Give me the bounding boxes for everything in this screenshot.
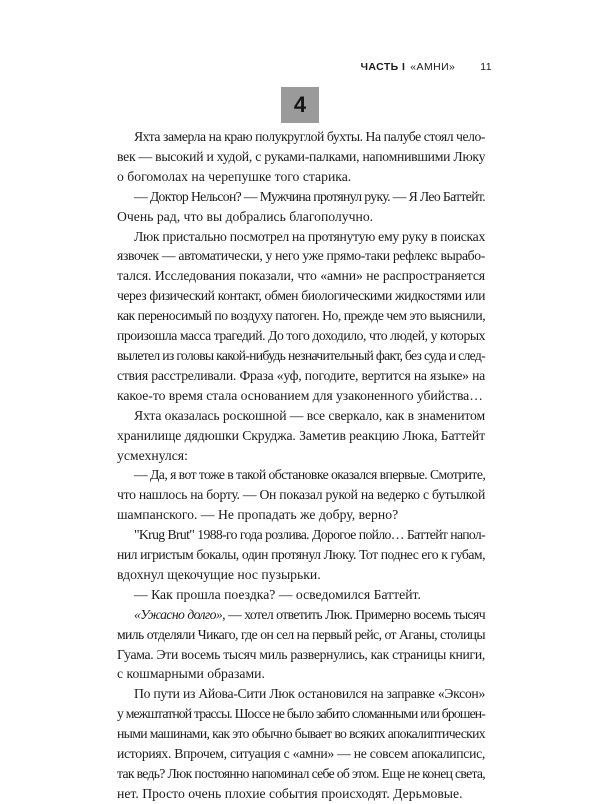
text-line: какое-то время стала основанием для узаконенного убийства… xyxy=(117,387,483,403)
text-line: нил игристым бокалы, один протянул Люку. Тот поднес его к губам, xyxy=(117,547,485,563)
body-text xyxy=(117,127,485,804)
text-line: "Krug Brut" 1988-го года розлива. Дорогое пойло… Баттейт напол- xyxy=(134,527,485,543)
chapter-number-box xyxy=(281,87,319,123)
text-line: произошла масса трагедий. До того доходило, что людей, у которых xyxy=(117,328,485,344)
text-line: так ведь? Люк постоянно напоминал себе об этом. Еще не конец света, xyxy=(117,766,485,781)
text-line: — Да, я вот тоже в такой обстановке оказался впервые. Смотрите, xyxy=(134,467,486,483)
text-line: как переносимый по воздуху патоген. Но, прежде чем это выяснили, xyxy=(117,308,486,324)
text-line: Люк пристально посмотрел на протянутую ему руку в поисках xyxy=(134,228,485,244)
text-line: «Ужасно долго», — хотел ответить Люк. Примерно восемь тысяч xyxy=(134,606,485,622)
text-line: о богомолах на черепушке того старика. xyxy=(117,168,352,184)
text-line: По пути из Айова-Сити Люк остановился на заправке «Эксон» xyxy=(134,686,485,702)
text-line: нет. Просто очень плохие события происходят. Дерьмовые. xyxy=(117,785,463,801)
text-line: что нашлось на борту. — Он показал рукой на ведерко с бутылкой xyxy=(117,487,485,503)
text-line: ными машинами, как это обычно бывает во всяких апокалиптических xyxy=(117,726,485,742)
running-head-title: «АМНИ» xyxy=(410,61,456,73)
text-line: век — высокий и худой, с руками-палками, напомнившими Люку xyxy=(117,148,486,164)
text-line: шампанского. — Не пропадать же добру, верно? xyxy=(117,507,399,523)
running-head-part: ЧАСТЬ I xyxy=(360,61,406,73)
text-line: — Доктор Нельсон? — Мужчина протянул руку. — Я Лео Баттейт. xyxy=(134,188,485,204)
text-line: у межштатной трассы. Шоссе не было забито сломанными или брошен- xyxy=(117,706,485,722)
text-line: Гуама. Эти восемь тысяч миль развернулись, как страницы книги, xyxy=(117,646,485,662)
text-line: Яхта оказалась роскошной — все сверкало, как в знаменитом xyxy=(134,407,485,423)
text-line: вдохнул щекочущие нос пузырьки. xyxy=(117,566,321,582)
chapter-number: 4 xyxy=(293,92,307,117)
text-line: ствия расстреливали. Фраза «уф, погодите, вертится на языке» на xyxy=(117,367,485,383)
text-line: миль отделяли Чикаго, где он сел на первый рейс, от Аганы, столицы xyxy=(117,626,485,642)
text-line: Яхта замерла на краю полукруглой бухты. На палубе стоял чело- xyxy=(134,129,485,144)
text-line: усмехнулся: xyxy=(117,447,188,463)
page-number: 11 xyxy=(480,61,492,73)
text-line: Очень рад, что вы добрались благополучно. xyxy=(117,208,374,224)
text-line: тался. Исследования показали, что «амни» не распространяется xyxy=(117,268,485,284)
text-line: историях. Впрочем, ситуация с «амни» — не совсем апокалипсис, xyxy=(117,746,485,762)
text-line: с кошмарными образами. xyxy=(117,666,265,682)
text-line: через физический контакт, обмен биологическими жидкостями или xyxy=(117,288,485,304)
text-line: вылетел из головы какой-нибудь незначительный факт, без суда и след- xyxy=(117,347,485,363)
text-line: язвочек — автоматически, у него уже прямо-таки рефлекс вырабо- xyxy=(117,248,485,264)
text-line: — Как прошла поездка? — осведомился Баттейт. xyxy=(134,586,421,602)
running-head xyxy=(361,61,492,73)
text-line: хранилище дядюшки Скруджа. Заметив реакцию Люка, Баттейт xyxy=(117,427,485,443)
